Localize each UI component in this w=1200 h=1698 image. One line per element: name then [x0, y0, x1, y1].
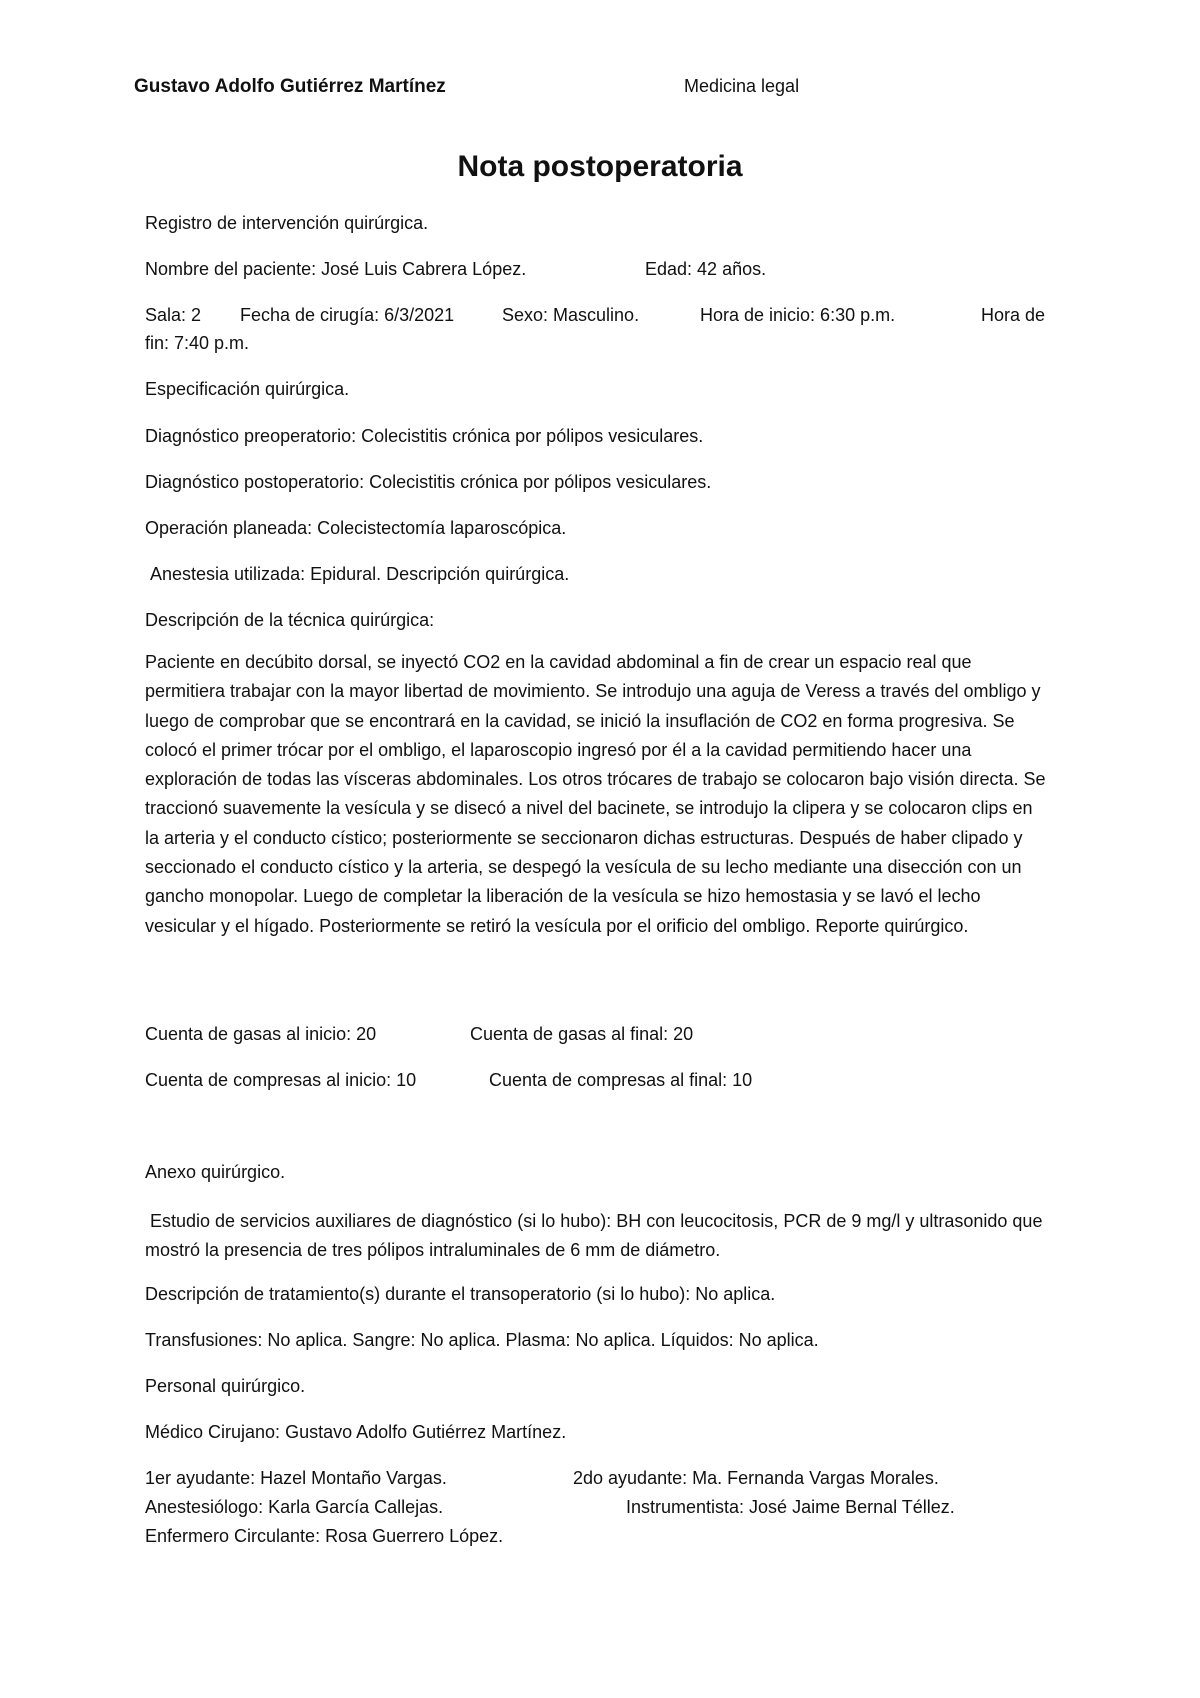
course-name: Medicina legal: [684, 76, 800, 96]
auxiliary-studies: Estudio de servicios auxiliares de diagnóstico (si lo hubo): BH con leucocitosis, PCR de 9 mg/l y ultrasonido que mostró la presencia de tres pólipos intraluminales de 6 mm de diámetro.: [145, 1211, 1043, 1260]
especificacion-heading: Especificación quirúrgica.: [145, 379, 350, 399]
transoperative-treatment: Descripción de tratamiento(s) durante el transoperatorio (si lo hubo): No aplica.: [145, 1284, 776, 1304]
transfusions: Transfusiones: No aplica. Sangre: No aplica. Plasma: No aplica. Líquidos: No aplica.: [145, 1330, 819, 1350]
patient-name: Nombre del paciente: José Luis Cabrera López.: [145, 259, 527, 279]
technique-description: Paciente en decúbito dorsal, se inyectó CO2 en la cavidad abdominal a fin de crear un espacio real que permitiera trabajar con la mayor libertad de movimiento. Se introdujo una aguja de Veress a través del ombligo y luego de comprobar que se encontrará en la cavidad, se inició la insuflación de CO2 en forma progresiva. Se colocó el primer trócar por el ombligo, el laparoscopio ingresó por él a la cavidad permitiendo hacer una exploración de todas las vísceras abdominales. Los otros trócares de trabajo se colocaron bajo visión directa. Se traccionó suavemente la vesícula y se disecó a nivel del bacinete, se introdujo la clipera y se colocaron clips en la arteria y el conducto cístico; posteriormente se seccionaron dichas estructuras. Después de haber clipado y seccionado el conducto cístico y la arteria, se despegó la vesícula de su lecho mediante una disección con un gancho monopolar. Luego de completar la liberación de la vesícula se hizo hemostasia y se lavó el lecho vesicular y el hígado. Posteriormente se retiró la vesícula por el orificio del ombligo. Reporte quirúrgico.: [145, 652, 1046, 936]
end-time-label: Hora de: [981, 305, 1046, 325]
first-assistant: 1er ayudante: Hazel Montaño Vargas.: [145, 1468, 447, 1488]
preop-diagnosis: Diagnóstico preoperatorio: Colecistitis crónica por pólipos vesiculares.: [145, 426, 704, 446]
patient-sex: Sexo: Masculino.: [502, 305, 640, 325]
technique-heading: Descripción de la técnica quirúrgica:: [145, 610, 435, 630]
anesthesiologist: Anestesiólogo: Karla García Callejas.: [145, 1497, 444, 1517]
room: Sala: 2: [145, 305, 202, 325]
postop-diagnosis: Diagnóstico postoperatorio: Colecistitis crónica por pólipos vesiculares.: [145, 472, 712, 492]
scrub-nurse: Instrumentista: José Jaime Bernal Téllez.: [626, 1497, 955, 1517]
compress-count-start: Cuenta de compresas al inicio: 10: [145, 1070, 417, 1090]
patient-age: Edad: 42 años.: [645, 259, 767, 279]
registro-heading: Registro de intervención quirúrgica.: [145, 213, 429, 233]
surgeon: Médico Cirujano: Gustavo Adolfo Gutiérrez Martínez.: [145, 1422, 567, 1442]
compress-count-end: Cuenta de compresas al final: 10: [489, 1070, 753, 1090]
surgery-date: Fecha de cirugía: 6/3/2021: [240, 305, 455, 325]
anexo-heading: Anexo quirúrgico.: [145, 1162, 286, 1182]
personal-heading: Personal quirúrgico.: [145, 1376, 306, 1396]
end-time: fin: 7:40 p.m.: [145, 333, 250, 353]
page-title: Nota postoperatoria: [457, 150, 743, 183]
second-assistant: 2do ayudante: Ma. Fernanda Vargas Morales.: [573, 1468, 939, 1488]
planned-operation: Operación planeada: Colecistectomía laparoscópica.: [145, 518, 567, 538]
start-time: Hora de inicio: 6:30 p.m.: [700, 305, 896, 325]
gauze-count-start: Cuenta de gasas al inicio: 20: [145, 1024, 377, 1044]
gauze-count-end: Cuenta de gasas al final: 20: [470, 1024, 694, 1044]
circulating-nurse: Enfermero Circulante: Rosa Guerrero López.: [145, 1526, 504, 1546]
author-name: Gustavo Adolfo Gutiérrez Martínez: [134, 76, 446, 97]
anesthesia: Anestesia utilizada: Epidural. Descripción quirúrgica.: [150, 564, 570, 584]
